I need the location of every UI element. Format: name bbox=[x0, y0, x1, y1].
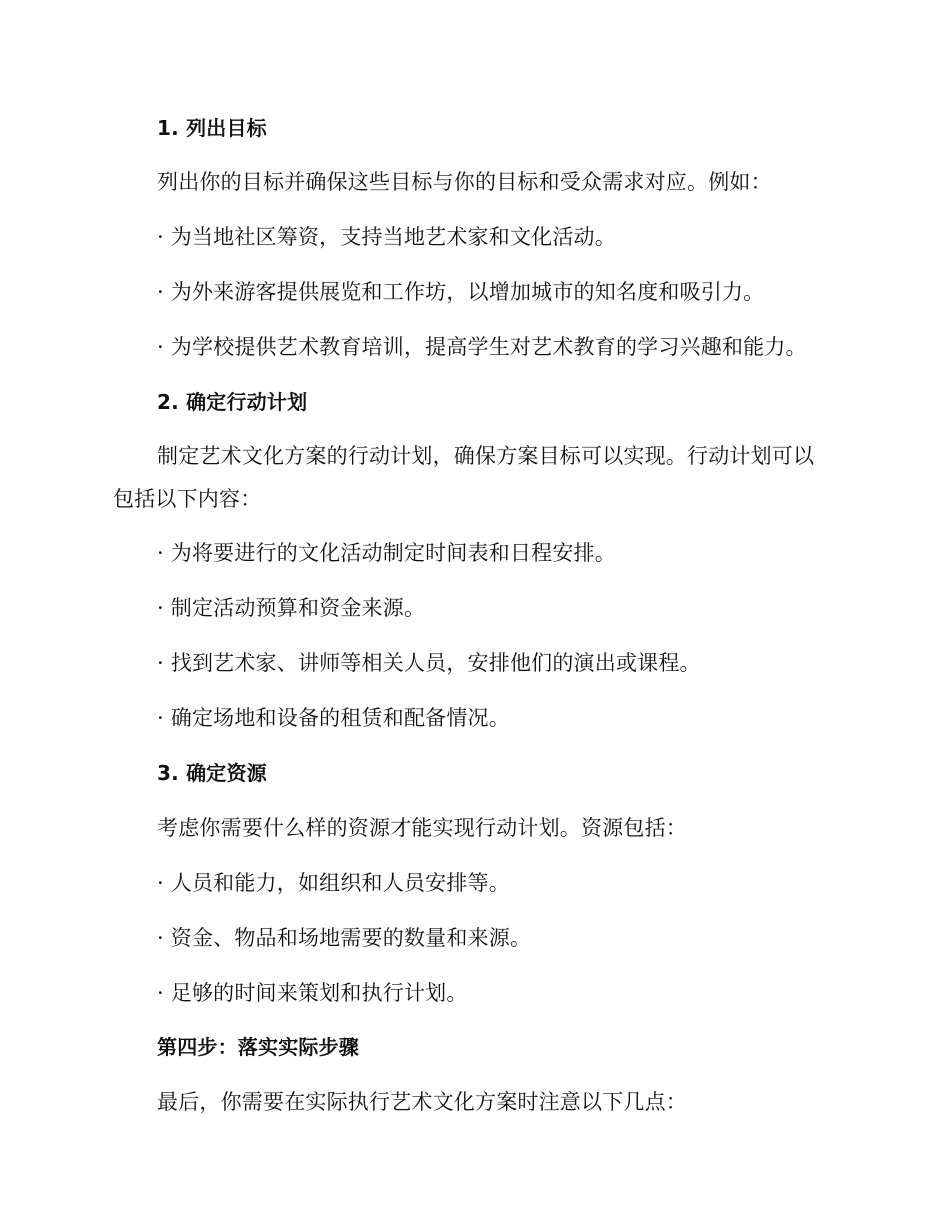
section-3-intro: 考虑你需要什么样的资源才能实现行动计划。资源包括： bbox=[157, 816, 687, 840]
section-2-bullet-3: · 找到艺术家、讲师等相关人员，安排他们的演出或课程。 bbox=[157, 651, 701, 675]
section-1-bullet-2: · 为外来游客提供展览和工作坊，以增加城市的知名度和吸引力。 bbox=[157, 280, 765, 304]
section-3-bullet-2: · 资金、物品和场地需要的数量和来源。 bbox=[157, 926, 532, 950]
section-3-bullet-1: · 人员和能力，如组织和人员安排等。 bbox=[157, 871, 510, 895]
section-1-bullet-3: · 为学校提供艺术教育培训，提高学生对艺术教育的学习兴趣和能力。 bbox=[157, 335, 807, 359]
section-1-intro: 列出你的目标并确保这些目标与你的目标和受众需求对应。例如： bbox=[157, 170, 772, 194]
section-3-bullet-3: · 足够的时间来策划和执行计划。 bbox=[157, 981, 468, 1005]
section-1-heading: 1. 列出目标 bbox=[157, 116, 267, 140]
section-4-heading: 第四步：落实实际步骤 bbox=[157, 1035, 359, 1059]
section-2-intro-line-2: 包括以下内容： bbox=[113, 487, 262, 511]
section-2-bullet-2: · 制定活动预算和资金来源。 bbox=[157, 596, 426, 620]
section-2-bullet-4: · 确定场地和设备的租赁和配备情况。 bbox=[157, 706, 510, 730]
section-3-heading: 3. 确定资源 bbox=[157, 761, 267, 785]
section-1-bullet-1: · 为当地社区筹资，支持当地艺术家和文化活动。 bbox=[157, 225, 616, 249]
section-2-intro-line-1: 制定艺术文化方案的行动计划，确保方案目标可以实现。行动计划可以 bbox=[157, 444, 815, 468]
section-4-intro: 最后，你需要在实际执行艺术文化方案时注意以下几点： bbox=[157, 1090, 687, 1114]
section-2-bullet-1: · 为将要进行的文化活动制定时间表和日程安排。 bbox=[157, 541, 616, 565]
section-2-heading: 2. 确定行动计划 bbox=[157, 390, 308, 414]
